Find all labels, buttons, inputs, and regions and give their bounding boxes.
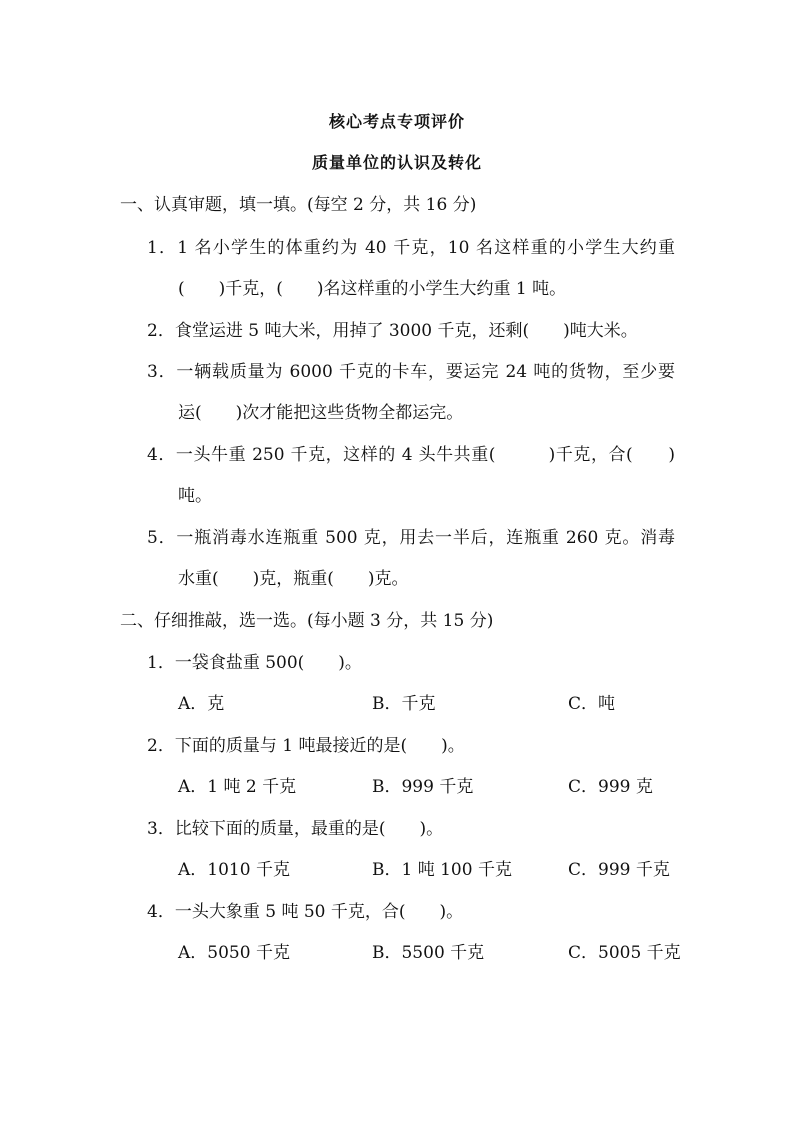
choice-question-2-option-a: A．1 吨 2 千克 [178, 777, 297, 797]
choice-question-2-option-b: B．999 千克 [372, 777, 474, 797]
fill-question-3-line-2: 运( )次才能把这些货物全都运完。 [178, 403, 464, 423]
choice-question-1-option-b: B．千克 [372, 694, 436, 714]
choice-question-2-option-c: C．999 克 [568, 777, 653, 797]
page-subtitle: 质量单位的认识及转化 [311, 153, 482, 172]
choice-question-1-option-c: C．吨 [568, 694, 616, 714]
choice-question-4-option-a: A．5050 千克 [178, 943, 290, 963]
fill-question-5-line-1: 5．一瓶消毒水连瓶重 500 克，用去一半后，连瓶重 260 克。消毒 [147, 528, 675, 548]
fill-question-5-line-2: 水重( )克，瓶重( )克。 [178, 569, 409, 589]
fill-question-2-line-1: 2．食堂运进 5 吨大米，用掉了 3000 千克，还剩( )吨大米。 [147, 321, 638, 341]
choice-question-4-option-c: C．5005 千克 [568, 943, 681, 963]
page-title: 核心考点专项评价 [328, 112, 465, 131]
fill-question-1-line-1: 1．1 名小学生的体重约为 40 千克，10 名这样重的小学生大约重 [147, 238, 675, 258]
fill-question-1-line-2: ( )千克，( )名这样重的小学生大约重 1 吨。 [178, 279, 567, 299]
section-2-heading: 二、仔细推敲，选一选。(每小题 3 分，共 15 分) [120, 611, 494, 631]
choice-question-3-stem: 3．比较下面的质量，最重的是( )。 [147, 819, 444, 839]
fill-question-4-line-2: 吨。 [178, 486, 212, 506]
choice-question-4-option-b: B．5500 千克 [372, 943, 485, 963]
fill-question-3-line-1: 3．一辆载质量为 6000 千克的卡车，要运完 24 吨的货物，至少要 [147, 362, 675, 382]
fill-question-4-line-1: 4．一头牛重 250 千克，这样的 4 头牛共重( )千克，合( ) [147, 445, 675, 465]
choice-question-1-stem: 1．一袋食盐重 500( )。 [147, 653, 362, 673]
choice-question-3-option-a: A．1010 千克 [178, 860, 290, 880]
choice-question-1-option-a: A．克 [178, 694, 225, 714]
choice-question-4-stem: 4．一头大象重 5 吨 50 千克，合( )。 [147, 902, 464, 922]
choice-question-3-option-b: B．1 吨 100 千克 [372, 860, 512, 880]
choice-question-2-stem: 2．下面的质量与 1 吨最接近的是( )。 [147, 736, 465, 756]
choice-question-3-option-c: C．999 千克 [568, 860, 670, 880]
section-1-heading: 一、认真审题，填一填。(每空 2 分，共 16 分) [120, 195, 477, 215]
